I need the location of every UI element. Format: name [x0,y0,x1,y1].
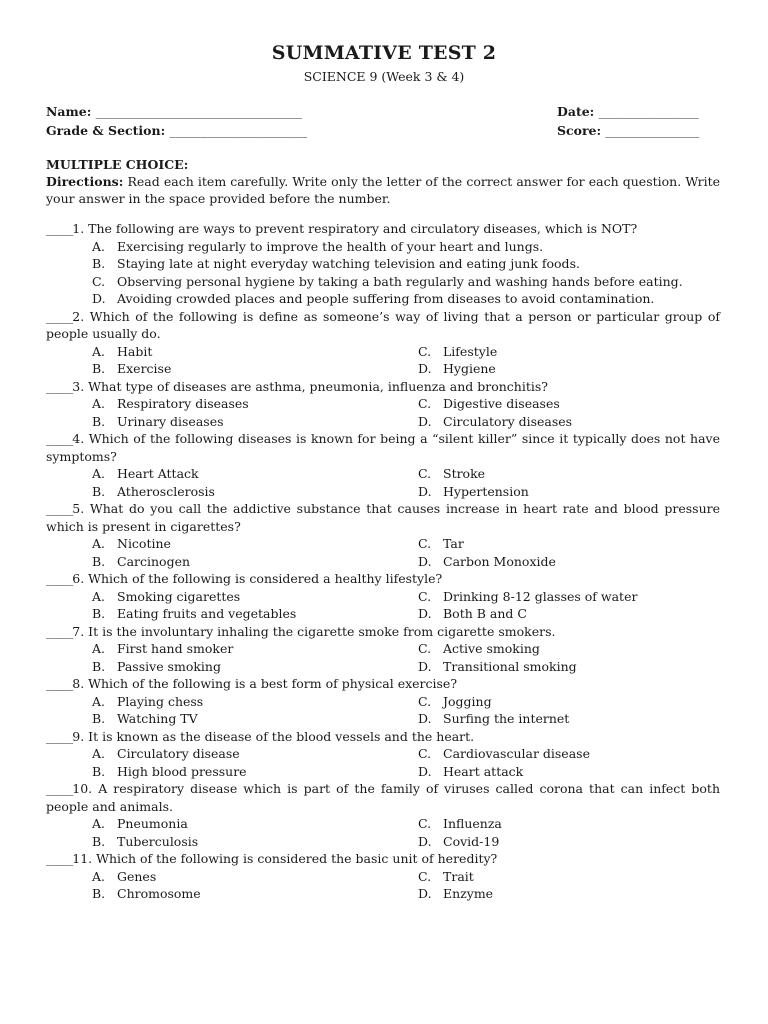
choice-option [418,483,718,501]
choice-letter: C. [418,396,432,411]
choice-option [418,815,718,833]
choice-letter: D. [418,553,432,569]
choice-option [92,745,418,763]
choice-text: Exercise [117,361,172,376]
choice-text: Passive smoking [117,658,221,674]
choice-text: Nicotine [117,536,171,551]
choice-option [418,885,718,903]
choice-text: Lifestyle [443,343,498,359]
choice-option [92,553,418,571]
choice-option [92,255,720,273]
question-item [46,675,720,728]
question-stem [46,675,720,693]
choice-letter: A. [92,693,106,709]
name-field [46,104,302,119]
choice-letter: B. [92,833,106,849]
choice-grid [46,745,720,780]
choice-option [418,693,718,711]
choice-option [418,833,718,851]
choice-option [418,360,718,378]
name-blank: _________________________________ [95,104,302,119]
score-field [557,123,699,138]
choice-letter: C. [418,868,432,884]
question-text: 2. Which of the following is define as someone’s way of living that a person or particular group of people usually do. [46,308,720,341]
choice-text: Covid-19 [443,833,500,849]
choice-option [92,238,720,256]
answer-blank[interactable]: _____ [46,378,73,394]
choice-letter: B. [92,361,106,376]
choice-letter: D. [418,763,432,779]
choice-option [92,763,418,781]
answer-blank[interactable]: _____ [46,728,73,744]
choice-text: Chromosome [117,886,201,901]
choice-letter: A. [92,238,106,254]
date-blank: ________________ [598,104,699,119]
choice-text: Transitional smoking [443,658,577,674]
directions-text: Read each item carefully. Write only the letter of the correct answer for each question. Write your answer in the space provided before the number. [46,174,720,206]
choice-text: Both B and C [443,606,527,621]
choice-text: Watching TV [117,711,198,726]
choice-grid [46,395,720,430]
choice-letter: C. [418,343,432,359]
choice-text: Heart Attack [117,466,199,481]
choice-text: Genes [117,868,157,884]
score-label: Score: [557,123,602,138]
choice-option [92,833,418,851]
choice-option [92,710,418,728]
choice-letter: C. [418,588,432,604]
answer-blank[interactable]: _____ [46,221,73,236]
question-stem [46,220,720,238]
answer-blank[interactable]: _____ [46,571,73,586]
choice-text: Jogging [443,693,492,709]
choice-option [92,605,418,623]
choice-letter: B. [92,886,106,901]
answer-blank[interactable]: _____ [46,501,73,516]
choice-text: Observing personal hygiene by taking a bath regularly and washing hands before eating. [117,273,683,289]
question-stem [46,430,720,465]
choice-option [92,868,418,886]
choice-letter: D. [418,658,432,674]
choice-text: Hygiene [443,361,496,376]
choice-text: Staying late at night everyday watching television and eating junk foods. [117,256,580,271]
question-stem [46,850,720,868]
choice-letter: B. [92,553,106,569]
choice-letter: C. [418,536,432,551]
question-item [46,570,720,623]
choice-text: Smoking cigarettes [117,588,241,604]
choice-text: Surfing the internet [443,711,570,726]
choice-letter: B. [92,483,106,499]
choice-option [418,605,718,623]
choice-letter: D. [92,291,106,306]
choice-letter: C. [418,693,432,709]
choice-letter: D. [418,606,432,621]
choice-list [46,238,720,308]
choice-option [418,535,718,553]
choice-letter: C. [418,641,432,656]
date-label: Date: [557,104,595,119]
question-stem [46,780,720,815]
question-item [46,308,720,378]
choice-letter: C. [418,746,432,761]
choice-option [92,465,418,483]
choice-letter: D. [418,413,432,429]
choice-option [418,553,718,571]
question-text: 9. It is known as the disease of the blood vessels and the heart. [72,728,475,744]
choice-text: Atherosclerosis [117,483,215,499]
choice-grid [46,465,720,500]
choice-letter: B. [92,711,106,726]
question-stem [46,308,720,343]
choice-letter: D. [418,361,432,376]
question-text: 6. Which of the following is considered a healthy lifestyle? [72,571,443,586]
question-text: 5. What do you call the addictive substance that causes increase in heart rate and blood pressure which is present in cigarettes? [46,501,720,534]
question-item [46,728,720,781]
choice-text: Tuberculosis [117,833,199,849]
choice-text: Carcinogen [117,553,191,569]
choice-grid [46,693,720,728]
choice-letter: A. [92,396,106,411]
choice-letter: A. [92,816,106,831]
choice-grid [46,535,720,570]
question-stem [46,623,720,641]
question-item [46,780,720,850]
choice-text: Avoiding crowded places and people suffering from diseases to avoid contamination. [117,291,655,306]
question-text: 4. Which of the following diseases is known for being a “silent killer” since it typically does not have symptoms? [46,431,720,464]
choice-option [418,588,718,606]
choice-text: Tar [443,536,464,551]
choice-option [418,640,718,658]
choice-option [418,465,718,483]
choice-text: Circulatory disease [117,746,240,761]
question-item [46,850,720,903]
directions-label: Directions: [46,174,124,189]
choice-option [92,483,418,501]
choice-text: First hand smoker [117,641,234,656]
choice-letter: D. [418,833,432,849]
choice-letter: A. [92,868,106,884]
question-item [46,220,720,308]
directions [46,173,720,207]
choice-option [418,658,718,676]
choice-option [92,885,418,903]
question-text: 1. The following are ways to prevent respiratory and circulatory diseases, which is NOT? [72,221,638,236]
choice-letter: A. [92,641,106,656]
choice-option [92,815,418,833]
choice-letter: C. [92,273,106,289]
grade-section-blank: ______________________ [169,123,308,138]
choice-letter: A. [92,588,106,604]
choice-text: Heart attack [443,763,524,779]
choice-option [92,535,418,553]
choice-option [418,343,718,361]
choice-text: Hypertension [443,483,529,499]
choice-text: Respiratory diseases [117,396,249,411]
choice-letter: D. [418,483,432,499]
choice-option [92,343,418,361]
question-item [46,623,720,676]
answer-blank[interactable]: _____ [46,431,73,446]
choice-letter: B. [92,658,106,674]
question-stem [46,570,720,588]
choice-letter: C. [418,466,432,481]
choice-grid [46,343,720,378]
question-text: 11. Which of the following is considered the basic unit of heredity? [72,851,498,866]
choice-letter: B. [92,606,106,621]
choice-text: Circulatory diseases [443,413,573,429]
choice-option [92,273,720,291]
choice-option [92,658,418,676]
choice-letter: A. [92,536,106,551]
choice-option [92,360,418,378]
choice-letter: A. [92,466,106,481]
answer-blank[interactable]: _____ [46,781,73,796]
choice-option [418,745,718,763]
choice-option [418,413,718,431]
date-field [557,104,699,119]
question-stem [46,500,720,535]
choice-grid [46,815,720,850]
choice-text: Carbon Monoxide [443,553,556,569]
choice-option [418,763,718,781]
choice-text: Active smoking [443,641,540,656]
page-title: SUMMATIVE TEST 2 [271,42,497,64]
choice-option [92,588,418,606]
answer-blank[interactable]: _____ [46,623,73,639]
choice-option [418,710,718,728]
question-text: 8. Which of the following is a best form of physical exercise? [72,676,458,691]
choice-option [92,413,418,431]
question-item [46,378,720,431]
choice-grid [46,640,720,675]
name-label: Name: [46,104,92,119]
question-stem [46,728,720,746]
choice-grid [46,868,720,903]
choice-option [92,693,418,711]
choice-text: Stroke [443,466,486,481]
section-heading: MULTIPLE CHOICE: [46,157,189,172]
choice-letter: A. [92,343,106,359]
choice-text: Drinking 8-12 glasses of water [443,588,638,604]
choice-letter: A. [92,746,106,761]
choice-letter: D. [418,711,432,726]
choice-grid [46,588,720,623]
choice-letter: C. [418,816,432,831]
question-text: 7. It is the involuntary inhaling the cigarette smoke from cigarette smokers. [72,623,556,639]
choice-text: Influenza [443,816,502,831]
choice-letter: D. [418,886,432,901]
choice-text: Trait [443,868,474,884]
question-stem [46,378,720,396]
question-list [46,220,720,903]
grade-section-field [46,123,307,138]
choice-text: Playing chess [117,693,204,709]
question-text: 3. What type of diseases are asthma, pneumonia, influenza and bronchitis? [72,378,548,394]
choice-option [92,395,418,413]
choice-letter: B. [92,413,106,429]
question-item [46,500,720,570]
choice-option [418,868,718,886]
choice-option [418,395,718,413]
question-item [46,430,720,500]
question-text: 10. A respiratory disease which is part of the family of viruses called corona that can infect both people and animals. [46,781,720,814]
choice-text: Pneumonia [117,816,188,831]
choice-text: Habit [117,343,153,359]
choice-text: Urinary diseases [117,413,224,429]
page-subtitle: SCIENCE 9 (Week 3 & 4) [303,69,465,84]
choice-text: Enzyme [443,886,494,901]
score-blank: _______________ [605,123,700,138]
choice-text: High blood pressure [117,763,247,779]
choice-text: Digestive diseases [443,396,560,411]
choice-text: Eating fruits and vegetables [117,606,297,621]
grade-section-label: Grade & Section: [46,123,166,138]
answer-blank[interactable]: _____ [46,676,73,691]
choice-text: Cardiovascular disease [443,746,590,761]
answer-blank[interactable]: _____ [46,308,73,324]
answer-blank[interactable]: _____ [46,851,73,866]
choice-option [92,640,418,658]
choice-option [92,290,720,308]
choice-letter: B. [92,763,106,779]
choice-text: Exercising regularly to improve the health of your heart and lungs. [117,238,544,254]
choice-letter: B. [92,256,106,271]
